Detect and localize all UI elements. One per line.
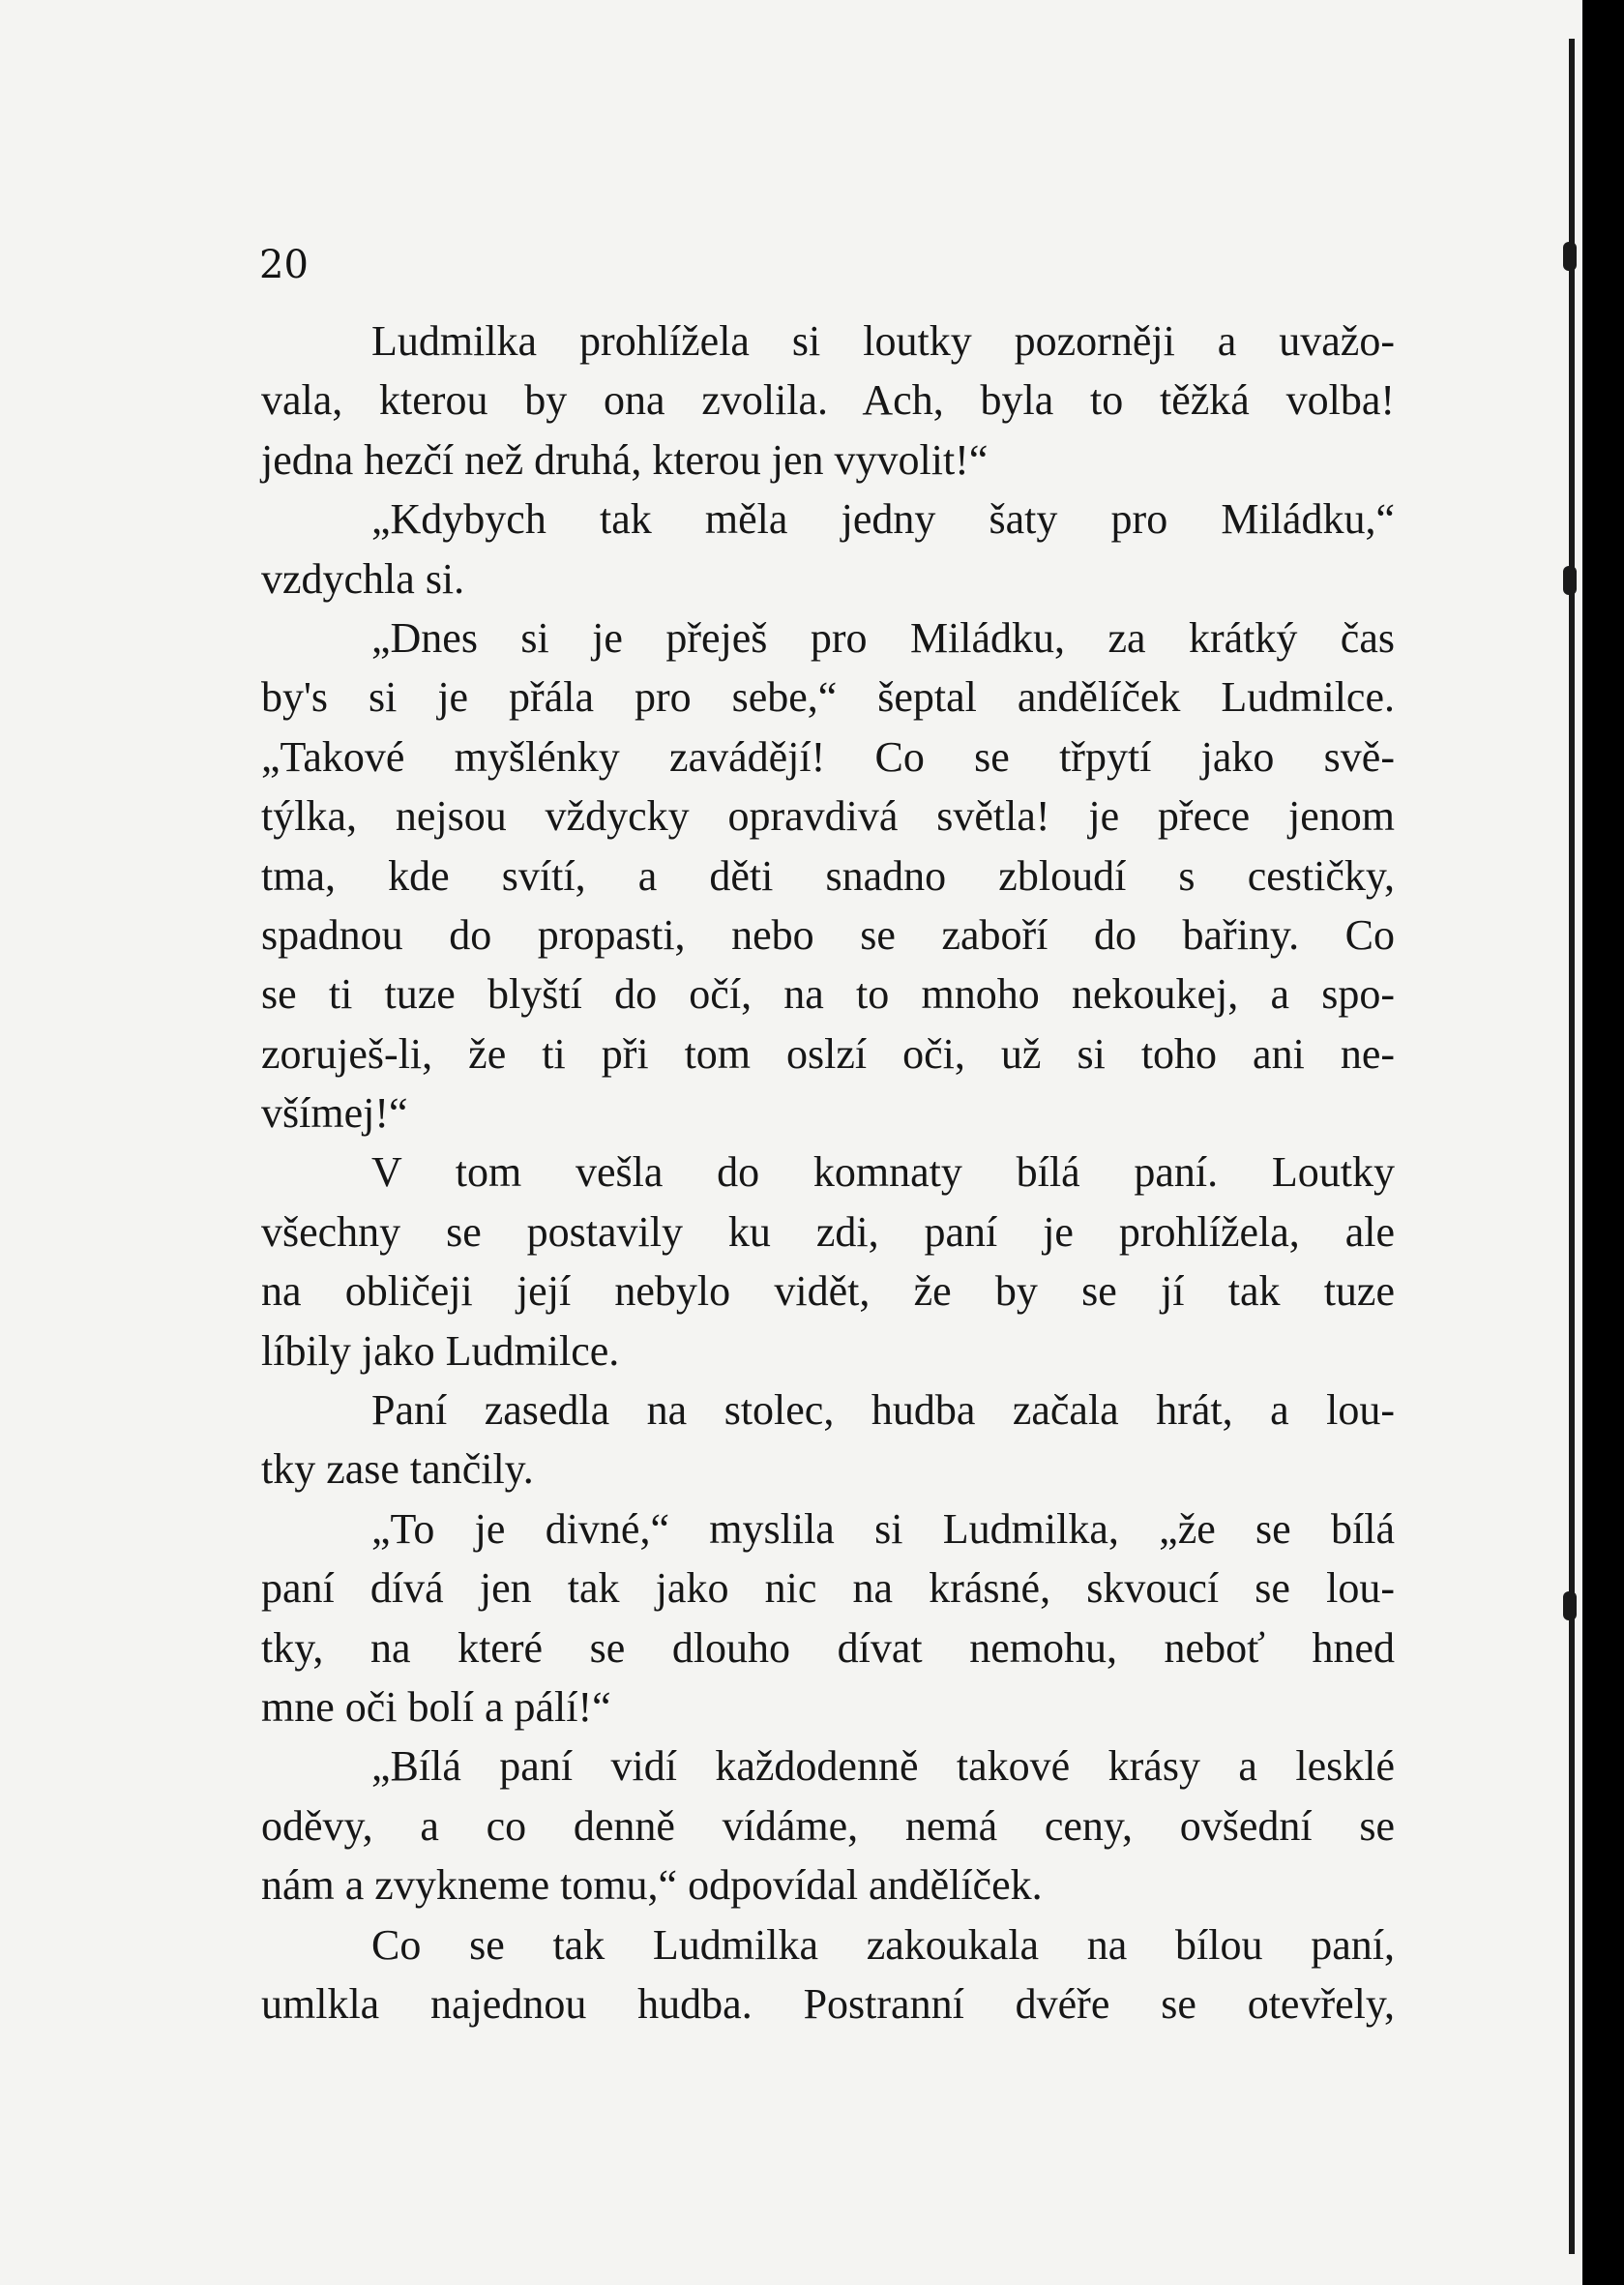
text-line: spadnou do propasti, nebo se zaboří do bařiny. Co [261,910,1395,959]
binding-mark [1563,242,1577,271]
text-line: tma, kde svítí, a děti snadno zbloudí s cestičky, [261,851,1395,900]
binding-mark [1563,566,1577,595]
text-line: Paní zasedla na stolec, hudba začala hrát, a lou- [371,1386,1395,1435]
binding-mark [1563,1591,1577,1620]
text-line: „To je divné,“ myslila si Ludmilka, „že se bílá [371,1504,1395,1553]
text-line: jedna hezčí než druhá, kterou jen vyvolit!“ [261,435,989,484]
text-line: paní dívá jen tak jako nic na krásné, skvoucí se lou- [261,1564,1395,1613]
text-line: všechny se postavily ku zdi, paní je prohlížela, ale [261,1207,1395,1256]
text-line: tky, na které se dlouho dívat nemohu, neboť hned [261,1623,1395,1672]
text-line: zoruješ-li, že ti při tom oslzí oči, už si toho ani ne- [261,1029,1395,1078]
text-line: V tom vešla do komnaty bílá paní. Loutky [371,1148,1395,1197]
text-line: na obličeji její nebylo vidět, že by se jí tak tuze [261,1267,1395,1316]
text-line: umlkla najednou hudba. Postranní dvéře se otevřely, [261,1979,1395,2028]
text-line: líbily jako Ludmilce. [261,1326,620,1375]
text-line: vzdychla si. [261,554,465,603]
text-line: „Bílá paní vidí každodenně takové krásy a lesklé [371,1742,1395,1791]
binding-edge-rule [1569,39,1575,2254]
text-line: mne oči bolí a pálí!“ [261,1682,611,1731]
text-line: týlka, nejsou vždycky opravdivá světla! je přece jenom [261,792,1395,841]
text-line: oděvy, a co denně vídáme, nemá ceny, ovšední se [261,1801,1395,1850]
text-line: se ti tuze blyští do očí, na to mnoho nekoukej, a spo- [261,970,1395,1019]
text-line: vala, kterou by ona zvolila. Ach, byla to těžká volba! [261,376,1395,425]
text-line: Ludmilka prohlížela si loutky pozorněji a uvažo- [371,317,1395,365]
page-number: 20 [259,243,309,287]
text-line: všímej!“ [261,1089,408,1138]
text-line: „Dnes si je přeješ pro Miládku, za krátký čas [371,613,1395,662]
text-line: „Takové myšlénky zavádějí! Co se třpytí jako svě- [261,732,1395,781]
text-line: nám a zvykneme tomu,“ odpovídal andělíček. [261,1861,1043,1910]
text-line: „Kdybych tak měla jedny šaty pro Miládku,“ [371,495,1395,544]
text-line: Co se tak Ludmilka zakoukala na bílou paní, [371,1920,1395,1969]
text-line: tky zase tančily. [261,1445,534,1494]
text-line: by's si je přála pro sebe,“ šeptal andělíček Ludmilce. [261,673,1395,722]
body-text [261,312,1395,2033]
